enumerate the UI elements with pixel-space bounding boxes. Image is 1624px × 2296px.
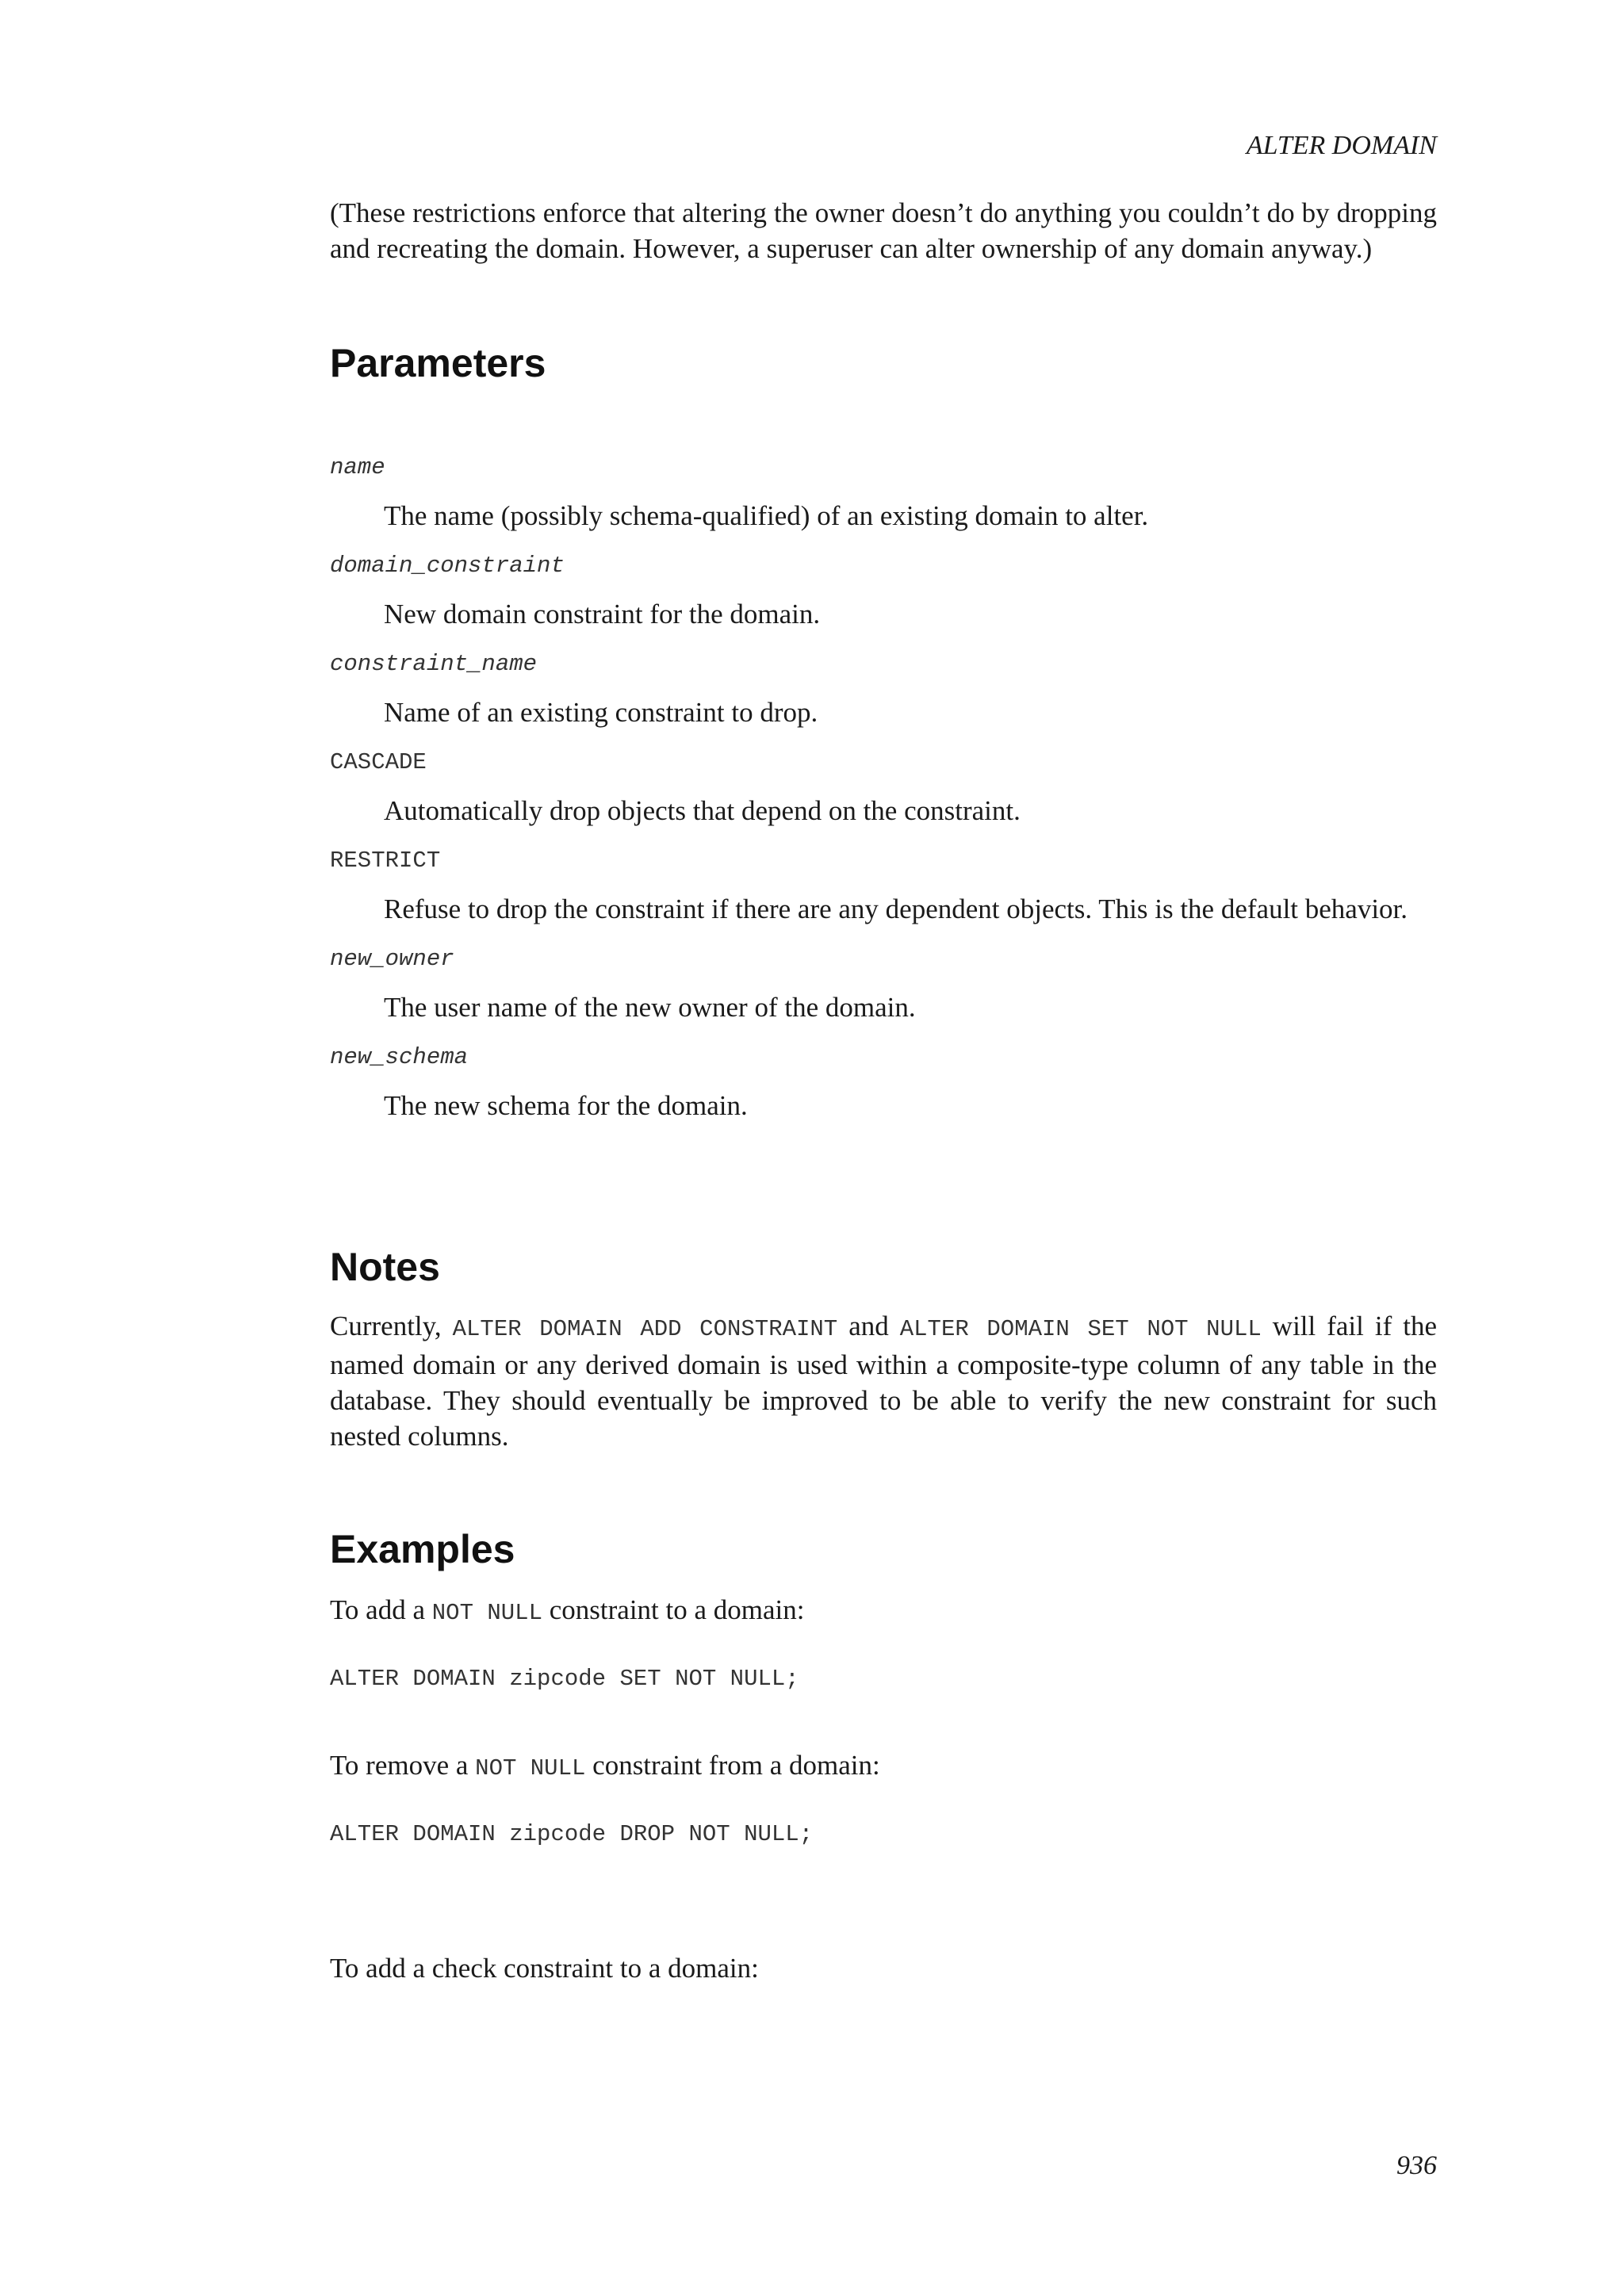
param-desc-domain-constraint: New domain constraint for the domain. [384, 599, 821, 629]
notes-heading: Notes [330, 1245, 440, 1289]
example-1-text: To add a NOT NULL constraint to a domain: [330, 1594, 805, 1626]
example-3-text: To add a check constraint to a domain: [330, 1953, 759, 1984]
notes-paragraph: Currently, ALTER DOMAIN ADD CONSTRAINT and ALTER DOMAIN SET NOT NULL will fail if the named domain or any derived domain is used within a composite-type column of any table in the database. They should eventually be improved to be able to verify the new constraint for such nested columns. [330, 1311, 1437, 1452]
param-term-cascade: CASCADE [330, 749, 427, 775]
param-desc-restrict: Refuse to drop the constraint if there are any dependent objects. This is the default behavior. [384, 894, 1408, 924]
param-term-domain-constraint: domain_constraint [330, 553, 565, 579]
example-2-text: To remove a NOT NULL constraint from a domain: [330, 1750, 880, 1781]
parameters-heading: Parameters [330, 341, 546, 385]
intro-paragraph: (These restrictions enforce that altering the owner doesn’t do anything you couldn’t do by dropping and recreating the domain. However, a superuser can alter ownership of any domain anyway.) [330, 197, 1437, 264]
notes-code-set-not-null: ALTER DOMAIN SET NOT NULL [899, 1316, 1262, 1342]
param-term-new-schema: new_schema [330, 1044, 469, 1070]
param-term-constraint-name: constraint_name [330, 651, 538, 677]
running-header: ALTER DOMAIN [1246, 131, 1437, 160]
example-1-code: ALTER DOMAIN zipcode SET NOT NULL; [330, 1666, 799, 1692]
param-term-name: name [330, 454, 385, 480]
examples-heading: Examples [330, 1527, 515, 1571]
param-term-new-owner: new_owner [330, 946, 454, 972]
example-2-code: ALTER DOMAIN zipcode DROP NOT NULL; [330, 1821, 814, 1847]
param-desc-cascade: Automatically drop objects that depend on the constraint. [384, 795, 1021, 826]
param-term-restrict: RESTRICT [330, 848, 441, 874]
param-desc-name: The name (possibly schema-qualified) of an existing domain to alter. [384, 500, 1149, 531]
page-number: 936 [1396, 2151, 1437, 2180]
notes-code-add-constraint: ALTER DOMAIN ADD CONSTRAINT [452, 1316, 838, 1342]
param-desc-new-schema: The new schema for the domain. [384, 1090, 748, 1121]
param-desc-new-owner: The user name of the new owner of the domain. [384, 992, 916, 1023]
param-desc-constraint-name: Name of an existing constraint to drop. [384, 697, 818, 728]
